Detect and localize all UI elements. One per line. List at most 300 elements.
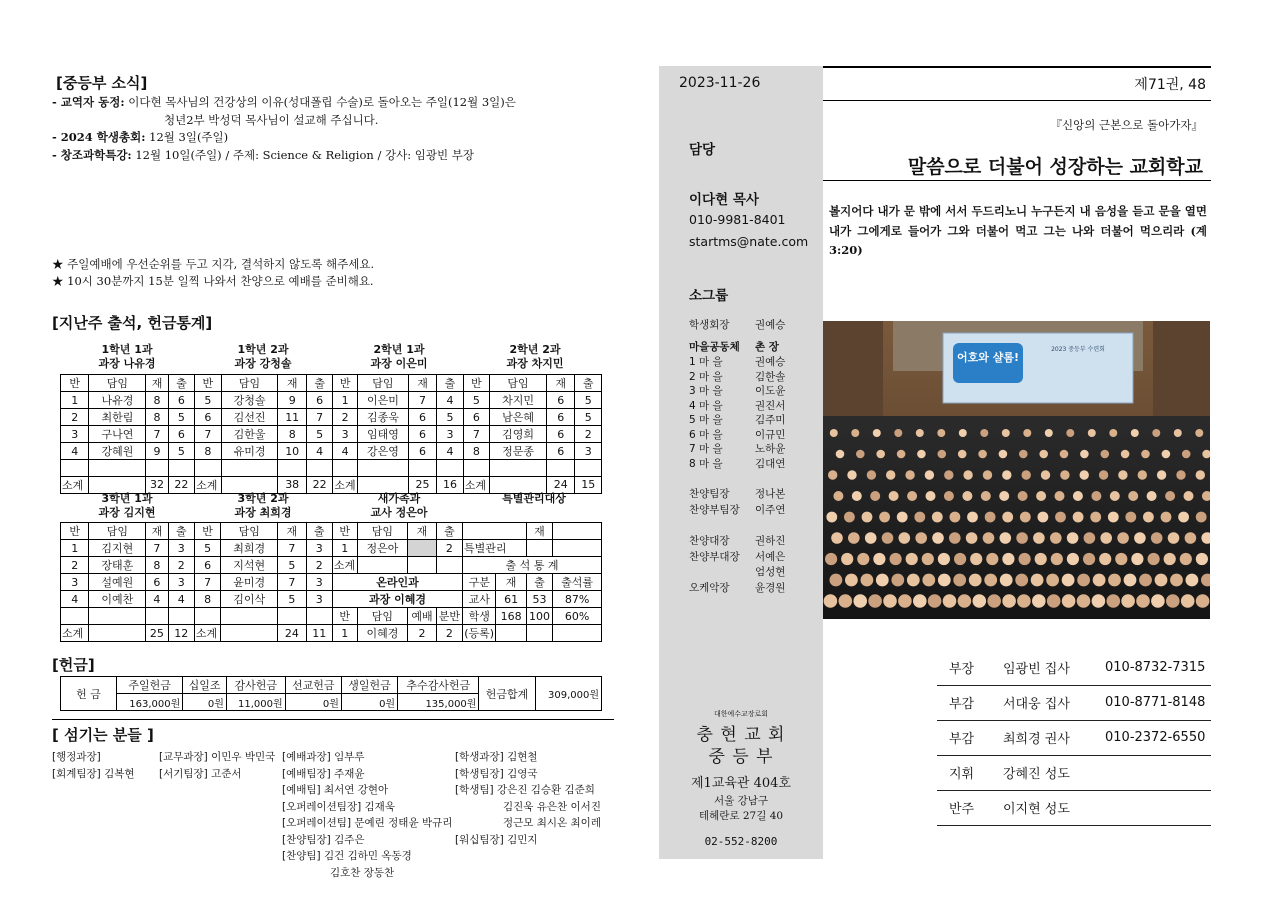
face-dot (932, 532, 944, 544)
face-dot (1099, 553, 1111, 565)
small-groups: 학생회장 권예승 마을공동체 촌 장 1 마 을 권예승 2 마 을 김한솔 3 마 을 이도윤 4 마 을 권진서 5 마 을 김주미 6 마 을 이규민 7 마 을 노하윤 8 마 을 김대연 찬양팀장 정나본 찬양부팀장 이주연 찬양대장 권하진 찬양부대장 서예은 엄성현 오케악장 윤경원 (689, 319, 786, 594)
table-cell: 5 (463, 392, 489, 409)
face-dot (873, 553, 885, 565)
table-cell: 3 (333, 426, 358, 443)
face-dot (879, 512, 890, 523)
table-cell: 24 (547, 476, 575, 493)
table-cell (358, 476, 409, 493)
face-dot (844, 512, 855, 523)
face-dot (973, 594, 987, 608)
face-dot (882, 532, 894, 544)
face-dot (958, 594, 972, 608)
face-dot (1019, 450, 1028, 459)
table-cell: 38 (278, 476, 306, 493)
face-dot (1152, 429, 1160, 437)
table-cell: 정문종 (490, 443, 547, 460)
face-dot (1062, 594, 1076, 608)
table-cell (358, 460, 409, 477)
face-dot (1166, 594, 1180, 608)
face-dot (1121, 450, 1130, 459)
table-cell: 6 (408, 409, 436, 426)
face-dot (1121, 594, 1135, 608)
face-dot (1066, 429, 1074, 437)
offering-title: [헌금] (52, 656, 95, 674)
face-dot (1038, 512, 1049, 523)
face-dot (1186, 574, 1199, 587)
table-cell: 재 (146, 375, 168, 392)
face-dot (959, 429, 967, 437)
face-dot (876, 574, 889, 587)
face-dot (856, 450, 865, 459)
face-dot (980, 429, 988, 437)
table-cell: 4 (437, 443, 463, 460)
face-dot (925, 470, 934, 479)
face-dot (870, 491, 880, 501)
face-dot (1182, 450, 1191, 459)
table-cell: 소계 (195, 476, 221, 493)
church-name: 충 현 교 회 (696, 725, 786, 745)
face-dot (1161, 512, 1172, 523)
online-head: 온라인과 (332, 574, 462, 591)
face-dot (1077, 574, 1090, 587)
face-dot (985, 512, 996, 523)
servants-col-2: [교무과장] 이민우 박민국 [서기팀장] 고준서 (159, 751, 276, 780)
face-dot (907, 574, 920, 587)
table-cell: 2 (61, 409, 89, 426)
face-dot (970, 553, 982, 565)
group-label: 소그룹 (689, 288, 729, 304)
pastor-email: startms@nate.com (689, 234, 809, 249)
address-2: 테헤란로 27길 40 (698, 810, 784, 822)
table-cell: 담임 (490, 375, 547, 392)
table-cell: 22 (168, 476, 194, 493)
face-dot (1138, 470, 1147, 479)
table-cell: 5 (575, 392, 602, 409)
table-cell: 7 (408, 392, 436, 409)
table-cell: 소계 (463, 476, 489, 493)
face-dot (1128, 491, 1138, 501)
banner-text: 어호와 샬롬! (957, 351, 1019, 364)
face-dot (1080, 470, 1089, 479)
table-cell (490, 460, 547, 477)
table-cell: 재 (547, 375, 575, 392)
table-cell: 6 (408, 443, 436, 460)
face-dot (898, 594, 912, 608)
table-cell: 22 (306, 476, 332, 493)
face-dot (857, 553, 869, 565)
face-dot (962, 491, 972, 501)
face-dot (1139, 574, 1152, 587)
table-row (61, 460, 602, 477)
table-row (61, 426, 602, 443)
face-dot (938, 574, 951, 587)
header-cell: 담임 (89, 523, 146, 540)
table-cell: 김한울 (221, 426, 278, 443)
dept-name: 중 등 부 (708, 747, 774, 767)
face-dot (1185, 532, 1197, 544)
rule (823, 100, 1211, 101)
face-dot (1077, 594, 1091, 608)
face-dot (1195, 429, 1203, 437)
face-dot (1108, 512, 1119, 523)
volume: 제71권, 48 (1134, 77, 1206, 93)
table-cell: 담임 (358, 375, 409, 392)
table-cell: 나유경 (89, 392, 146, 409)
face-dot (1002, 553, 1014, 565)
face-dot (1162, 450, 1171, 459)
table-header-row (61, 375, 602, 392)
face-dot (1131, 429, 1139, 437)
face-dot (865, 532, 877, 544)
table-cell (408, 460, 436, 477)
face-dot (833, 491, 843, 501)
church-tel: 02-552-8200 (704, 835, 778, 848)
face-dot (1016, 532, 1028, 544)
face-dot (905, 470, 914, 479)
attendance-title: [지난주 출석, 헌금통계] (52, 314, 213, 332)
face-dot (906, 553, 918, 565)
contact-table (937, 650, 1211, 826)
table-cell: 2 (575, 426, 602, 443)
face-dot (1147, 491, 1157, 501)
face-dot (1073, 512, 1084, 523)
table-cell (278, 460, 306, 477)
face-dot (1022, 470, 1031, 479)
face-dot (922, 553, 934, 565)
table-cell: 8 (195, 443, 221, 460)
face-dot (1060, 470, 1069, 479)
offering-total: 309,000원 (535, 677, 601, 711)
news-list (52, 94, 632, 164)
table-cell: 이은미 (358, 392, 409, 409)
special-label: 특별관리 (463, 540, 527, 557)
group-head: 새가족과 교사 정은아 (370, 492, 428, 519)
face-dot (1124, 574, 1137, 587)
table-cell: 5 (168, 443, 194, 460)
face-dot (1100, 532, 1112, 544)
face-dot (981, 491, 991, 501)
table-cell: 25 (408, 476, 436, 493)
table-cell: 강청솔 (221, 392, 278, 409)
face-dot (1108, 574, 1121, 587)
group-head: 2학년 2과 과장 차지민 (506, 343, 564, 370)
face-dot (825, 553, 837, 565)
special-blank (553, 523, 602, 540)
face-dot (915, 532, 927, 544)
table-cell: 5 (437, 409, 463, 426)
table-cell: 7 (306, 409, 332, 426)
face-dot (963, 470, 972, 479)
table-row (61, 409, 602, 426)
face-dot (831, 532, 843, 544)
face-dot (1101, 450, 1110, 459)
face-dot (1055, 491, 1065, 501)
table-cell: 최한림 (89, 409, 146, 426)
table-cell: 담임 (89, 375, 146, 392)
table-cell: 6 (463, 409, 489, 426)
rule (823, 180, 1211, 181)
table-cell: 8 (146, 392, 168, 409)
face-dot (1062, 574, 1075, 587)
header-cell: 재 (278, 523, 306, 540)
face-dot (944, 470, 953, 479)
offering-label: 헌 금 (61, 677, 117, 711)
face-dot (836, 450, 845, 459)
face-dot (1091, 491, 1101, 501)
face-dot (1002, 594, 1016, 608)
table-cell: 구나연 (89, 426, 146, 443)
face-dot (1000, 532, 1012, 544)
face-dot (1110, 491, 1120, 501)
table-cell (61, 460, 89, 477)
face-dot (1060, 450, 1069, 459)
group-photo-illustration (823, 321, 1210, 619)
top-rule (823, 66, 1211, 68)
table-cell (221, 476, 278, 493)
face-dot (1148, 553, 1160, 565)
pastor-phone: 010-9981-8401 (689, 212, 786, 227)
header-cell: 반 (332, 523, 357, 540)
face-dot (883, 594, 897, 608)
face-dot (1067, 553, 1079, 565)
table-cell (437, 460, 463, 477)
face-dot (894, 429, 902, 437)
table-cell: 16 (437, 476, 463, 493)
face-dot (937, 429, 945, 437)
table-cell: 소계 (333, 476, 358, 493)
table-cell: 차지민 (490, 392, 547, 409)
header-cell: 반 (194, 523, 220, 540)
servants-col-4: [학생과장] 김현철 [학생팀장] 김영국 [학생팀] 강은진 김승환 김준희 김진욱 유은찬 이서진 정근모 최시온 최이레 [워십팀장] 김민지 (455, 751, 601, 846)
table-cell (195, 460, 221, 477)
group-head: 1학년 2과 과장 강청솔 (234, 343, 292, 370)
face-dot (1118, 470, 1127, 479)
table-cell: 임태영 (358, 426, 409, 443)
face-dot (1080, 450, 1089, 459)
news-item-staff-cont: 청년2부 박성덕 목사님이 설교해 주십니다. (164, 112, 379, 127)
face-dot (1143, 512, 1154, 523)
header-cell: 출 (306, 523, 332, 540)
table-cell: 3 (61, 426, 89, 443)
face-dot (1020, 512, 1031, 523)
table-cell (168, 460, 194, 477)
face-dot (862, 512, 873, 523)
face-dot (913, 594, 927, 608)
face-dot (958, 450, 967, 459)
table-cell: 8 (463, 443, 489, 460)
face-dot (944, 491, 954, 501)
table-cell: 3 (575, 443, 602, 460)
face-dot (1036, 491, 1046, 501)
table-cell: 6 (306, 392, 332, 409)
table-cell: 6 (547, 426, 575, 443)
header-cell: 반 (61, 523, 89, 540)
news-title: [중등부 소식] (56, 74, 148, 92)
face-dot (1002, 470, 1011, 479)
face-dot (899, 532, 911, 544)
face-dot (1131, 553, 1143, 565)
face-dot (1083, 553, 1095, 565)
face-dot (938, 450, 947, 459)
face-dot (949, 532, 961, 544)
face-dot (891, 574, 904, 587)
face-dot (847, 470, 856, 479)
face-dot (1180, 553, 1192, 565)
face-dot (1151, 532, 1163, 544)
face-dot (969, 574, 982, 587)
table-row (61, 443, 602, 460)
face-dot (1196, 512, 1207, 523)
face-dot (839, 594, 853, 608)
face-dot (1155, 574, 1168, 587)
servants-col-3: [예배과장] 임부루 [예배팀장] 주재윤 [예배팀] 최서연 강현아 [오퍼레이션팀장] 김재욱 [오퍼레이션팀] 문예린 정태윤 박규리 [찬양팀장] 김주은 [찬양팀] 김건 김하민 옥동경 김호찬 장동찬 (282, 751, 453, 879)
table-cell: 반 (61, 375, 89, 392)
face-dot (1164, 553, 1176, 565)
table-cell: 32 (146, 476, 168, 493)
table-cell (89, 460, 146, 477)
table-cell: 남은혜 (490, 409, 547, 426)
face-dot (841, 553, 853, 565)
header-cell: 재 (408, 523, 436, 540)
table-cell: 11 (278, 409, 306, 426)
pastor-name: 이다현 목사 (689, 192, 759, 208)
face-dot (1196, 553, 1208, 565)
group-head: 2학년 1과 과장 이은미 (370, 343, 428, 370)
face-dot (983, 532, 995, 544)
group-head: 특별관리대상 (502, 492, 566, 505)
table-cell: 6 (547, 443, 575, 460)
face-dot (1134, 532, 1146, 544)
face-dot (1196, 470, 1205, 479)
table-cell: 6 (168, 426, 194, 443)
table-cell: 출 (168, 375, 194, 392)
face-dot (861, 574, 874, 587)
motto: 『신앙의 근본으로 돌아가자』 (1050, 118, 1203, 132)
face-dot (1109, 429, 1117, 437)
face-dot (938, 553, 950, 565)
table-cell: 5 (168, 409, 194, 426)
table-cell: 6 (168, 392, 194, 409)
table-cell (463, 460, 489, 477)
face-dot (1181, 594, 1195, 608)
table-cell: 출 (437, 375, 463, 392)
table-cell: 2 (333, 409, 358, 426)
face-dot (1051, 553, 1063, 565)
room: 제1교육관 404호 (690, 776, 791, 791)
theme: 말씀으로 더불어 성장하는 교회학교 (907, 156, 1203, 178)
table-cell: 7 (195, 426, 221, 443)
face-dot (1117, 532, 1129, 544)
face-dot (1031, 574, 1044, 587)
face-dot (932, 512, 943, 523)
table-cell: 8 (278, 426, 306, 443)
staff-label: 담당 (689, 142, 716, 158)
face-dot (1045, 429, 1053, 437)
attendance-table-top (60, 374, 602, 494)
face-dot (897, 512, 908, 523)
face-dot (1041, 470, 1050, 479)
table-cell (221, 460, 278, 477)
contact-row: 부감 최희경 권사 010-2372-6550 (937, 720, 1211, 755)
face-dot (897, 450, 906, 459)
table-cell (146, 460, 168, 477)
group-head: 3학년 2과 과장 최희경 (234, 492, 292, 519)
contact-row: 반주 이지현 성도 (937, 790, 1211, 825)
table-cell (547, 460, 575, 477)
face-dot (851, 429, 859, 437)
table-cell: 반 (463, 375, 489, 392)
news-item-staff: - 교역자 동정: 이다현 목사님의 건강상의 이유(성대폴립 수술)로 돌아오는 주일(12월 3일)은 (52, 95, 516, 109)
offering-table: 헌 금 주일헌금 십일조 감사헌금 선교헌금 생일헌금 추수감사헌금 헌금합계 309,000원 163,000원 0원 11,000원 0원 0원 135,000원 (60, 676, 602, 711)
face-dot (1115, 553, 1127, 565)
table-cell: 9 (278, 392, 306, 409)
table-cell: 5 (575, 409, 602, 426)
face-dot (1157, 470, 1166, 479)
face-dot (953, 574, 966, 587)
face-dot (1092, 594, 1106, 608)
face-dot (830, 429, 838, 437)
table-row (61, 392, 602, 409)
face-dot (914, 512, 925, 523)
table-cell: 담임 (221, 375, 278, 392)
banner-subtitle: 2023 중등부 수련회 (1051, 346, 1105, 353)
face-dot (907, 491, 917, 501)
face-dot (987, 594, 1001, 608)
table-cell: 5 (195, 392, 221, 409)
face-dot (1046, 574, 1059, 587)
table-cell: 재 (408, 375, 436, 392)
header-cell: 담임 (357, 523, 408, 540)
face-dot (950, 512, 961, 523)
table-cell: 3 (437, 426, 463, 443)
table-cell: 9 (146, 443, 168, 460)
table-cell: 재 (278, 375, 306, 392)
table-cell (306, 460, 332, 477)
table-cell: 강혜원 (89, 443, 146, 460)
face-dot (1168, 532, 1180, 544)
face-dot (1073, 491, 1083, 501)
face-dot (852, 491, 862, 501)
table-cell: 8 (146, 409, 168, 426)
face-dot (999, 450, 1008, 459)
face-dot (1002, 429, 1010, 437)
table-cell: 6 (547, 409, 575, 426)
face-dot (1002, 512, 1013, 523)
table-cell: 유미경 (221, 443, 278, 460)
contact-row: 부감 서대웅 집사 010-8771-8148 (937, 685, 1211, 720)
face-dot (1032, 594, 1046, 608)
face-dot (1055, 512, 1066, 523)
table-cell: 7 (463, 426, 489, 443)
table-cell: 1 (333, 392, 358, 409)
face-dot (1184, 491, 1194, 501)
face-dot (1174, 429, 1182, 437)
face-dot (876, 450, 885, 459)
face-dot (1084, 532, 1096, 544)
face-dot (983, 470, 992, 479)
notice-2: ★ 10시 30분까지 15분 일찍 나와서 찬양으로 예배를 준비해요. (52, 274, 374, 288)
table-cell: 출 (575, 375, 602, 392)
face-dot (1088, 429, 1096, 437)
table-cell: 김선진 (221, 409, 278, 426)
table-cell: 4 (306, 443, 332, 460)
face-dot (1151, 594, 1165, 608)
special-blank (463, 523, 527, 540)
face-dot (1196, 594, 1210, 608)
table-total-row (61, 476, 602, 493)
face-dot (873, 429, 881, 437)
header-cell: 재 (146, 523, 168, 540)
